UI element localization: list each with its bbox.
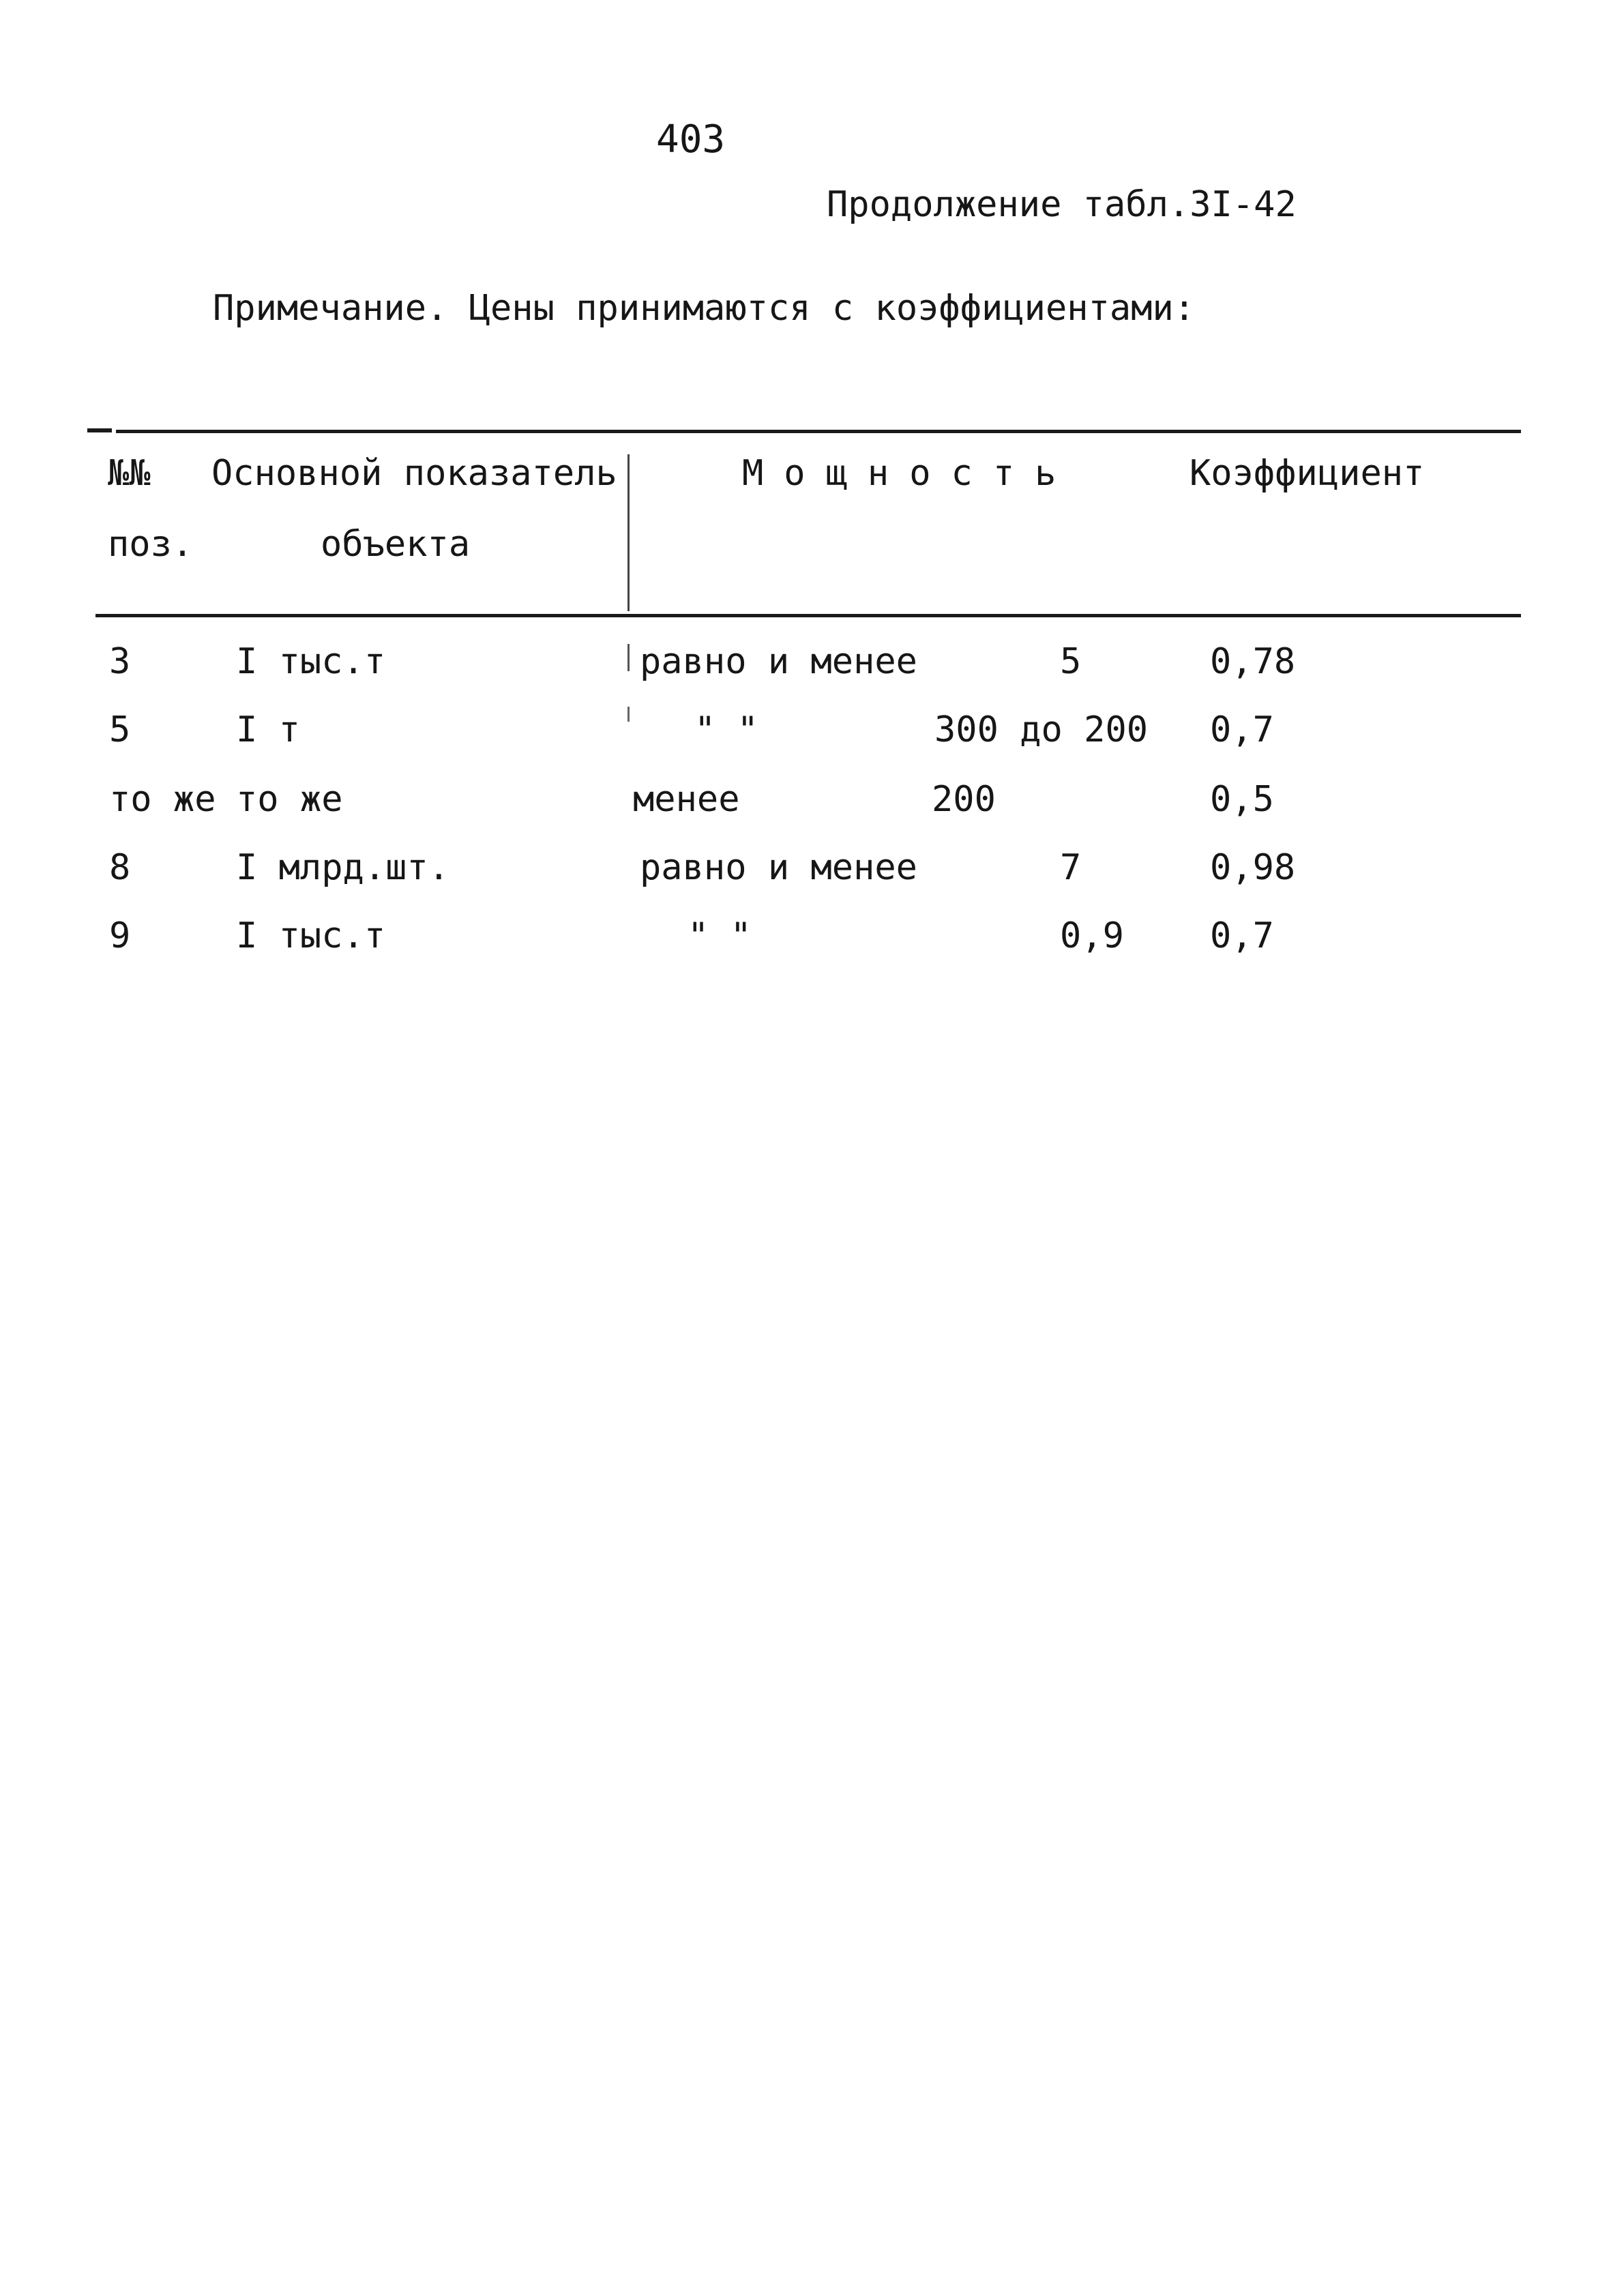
row-coefficient: 0,7 [1210, 915, 1274, 956]
row-num: 8 [109, 847, 131, 888]
row-capacity-value: 5 [1060, 641, 1082, 682]
row-num: 3 [109, 641, 131, 682]
row-num: 9 [109, 915, 131, 956]
row-indicator: I т [236, 709, 300, 750]
note-text: Примечание. Цены принимаются с коэффициентами: [213, 288, 1196, 329]
row-capacity-text: равно и менее [640, 847, 917, 888]
header-indicator-line1: Основной показатель [211, 453, 617, 494]
header-indicator-line2: объекта [321, 524, 471, 565]
row-num: то же [109, 779, 216, 820]
row-capacity-value: 0,9 [1060, 915, 1124, 956]
header-capacity: Мощность [742, 453, 1077, 494]
row-indicator: I тыс.т [236, 915, 386, 956]
table-continuation-caption: Продолжение табл.3I-42 [827, 184, 1297, 225]
row-coefficient: 0,78 [1210, 641, 1296, 682]
row-num: 5 [109, 709, 131, 750]
header-coefficient: Коэффициент [1189, 453, 1425, 494]
table-header-rule [95, 614, 1521, 617]
row-capacity-text: " " [694, 709, 758, 750]
header-column-divider [627, 454, 630, 611]
row-capacity-value: 7 [1060, 847, 1082, 888]
column-divider-mark [627, 707, 630, 722]
row-indicator: то же [236, 779, 343, 820]
row-indicator: I млрд.шт. [236, 847, 450, 888]
row-capacity-value: 200 [932, 779, 996, 820]
row-capacity-text: менее [633, 779, 740, 820]
page-number: 403 [656, 117, 726, 162]
table-top-rule-dash [87, 428, 112, 432]
table-top-rule [116, 430, 1521, 433]
row-capacity-value: 300 до 200 [934, 709, 1149, 750]
header-num-line2: поз. [108, 524, 194, 565]
header-num-line1: №№ [108, 453, 151, 494]
row-capacity-text: равно и менее [640, 641, 917, 682]
row-indicator: I тыс.т [236, 641, 386, 682]
column-divider-mark [627, 644, 630, 671]
row-coefficient: 0,7 [1210, 709, 1274, 750]
row-coefficient: 0,5 [1210, 779, 1274, 820]
row-capacity-text: " " [688, 915, 752, 956]
row-coefficient: 0,98 [1210, 847, 1296, 888]
